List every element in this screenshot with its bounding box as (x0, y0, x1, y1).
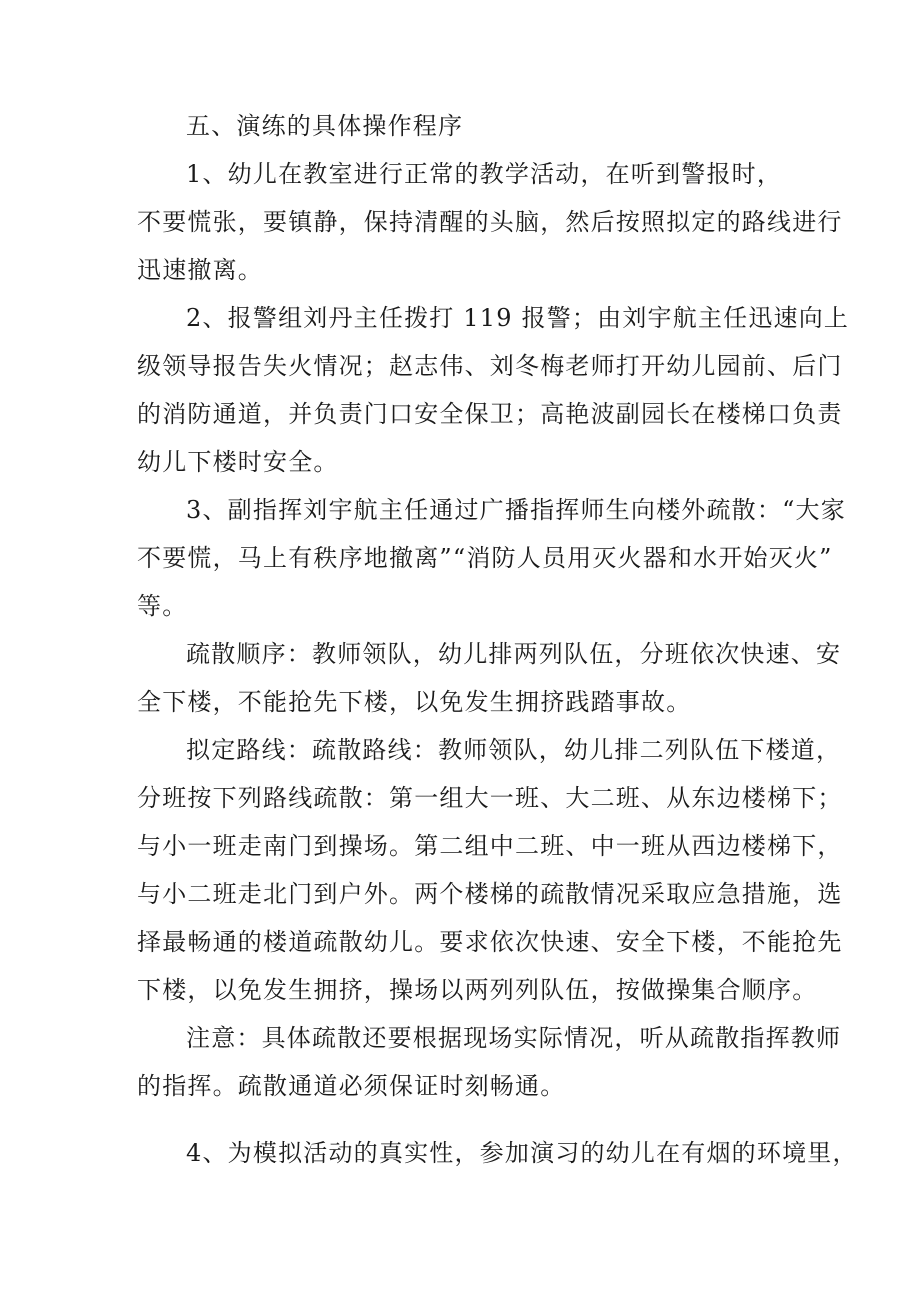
paragraph-line: 3、副指挥刘宇航主任通过广播指挥师生向楼外疏散：“大家 (186, 496, 846, 524)
paragraph-line: 等。 (137, 592, 188, 620)
paragraph-line: 分班按下列路线疏散：第一组大一班、大二班、从东边楼梯下； (137, 784, 843, 812)
paragraph-line: 全下楼，不能抢先下楼，以免发生拥挤践踏事故。 (137, 688, 692, 716)
paragraph-line: 1、幼儿在教室进行正常的教学活动，在听到警报时， (186, 160, 783, 188)
paragraph-line: 下楼，以免发生拥挤，操场以两列列队伍，按做操集合顺序。 (137, 976, 818, 1004)
paragraph-line: 的指挥。疏散通道必须保证时刻畅通。 (137, 1072, 566, 1100)
paragraph-line: 拟定路线：疏散路线：教师领队，幼儿排二列队伍下楼道， (186, 736, 842, 764)
paragraph-line: 择最畅通的楼道疏散幼儿。要求依次快速、安全下楼，不能抢先 (137, 928, 843, 956)
section-heading: 五、演练的具体操作程序 (186, 112, 464, 140)
paragraph-line: 疏散顺序：教师领队，幼儿排两列队伍，分班依次快速、安 (186, 640, 842, 668)
paragraph-line: 4、为模拟活动的真实性，参加演习的幼儿在有烟的环境里， (186, 1139, 858, 1167)
paragraph-line: 与小二班走北门到户外。两个楼梯的疏散情况采取应急措施，选 (137, 880, 843, 908)
paragraph-line: 级领导报告失火情况；赵志伟、刘冬梅老师打开幼儿园前、后门 (137, 352, 843, 380)
paragraph-line: 不要慌张，要镇静，保持清醒的头脑，然后按照拟定的路线进行 (137, 208, 843, 236)
paragraph-line: 2、报警组刘丹主任拨打 119 报警；由刘宇航主任迅速向上 (186, 304, 850, 332)
paragraph-line: 不要慌，马上有秩序地撤离”“消防人员用灭火器和水开始灭火” (137, 544, 833, 572)
paragraph-line: 幼儿下楼时安全。 (137, 448, 339, 476)
paragraph-line: 的消防通道，并负责门口安全保卫；高艳波副园长在楼梯口负责 (137, 400, 843, 428)
paragraph-line: 迅速撤离。 (137, 256, 263, 284)
paragraph-line: 注意：具体疏散还要根据现场实际情况，听从疏散指挥教师 (186, 1024, 842, 1052)
paragraph-line: 与小一班走南门到操场。第二组中二班、中一班从西边楼梯下， (137, 832, 843, 860)
